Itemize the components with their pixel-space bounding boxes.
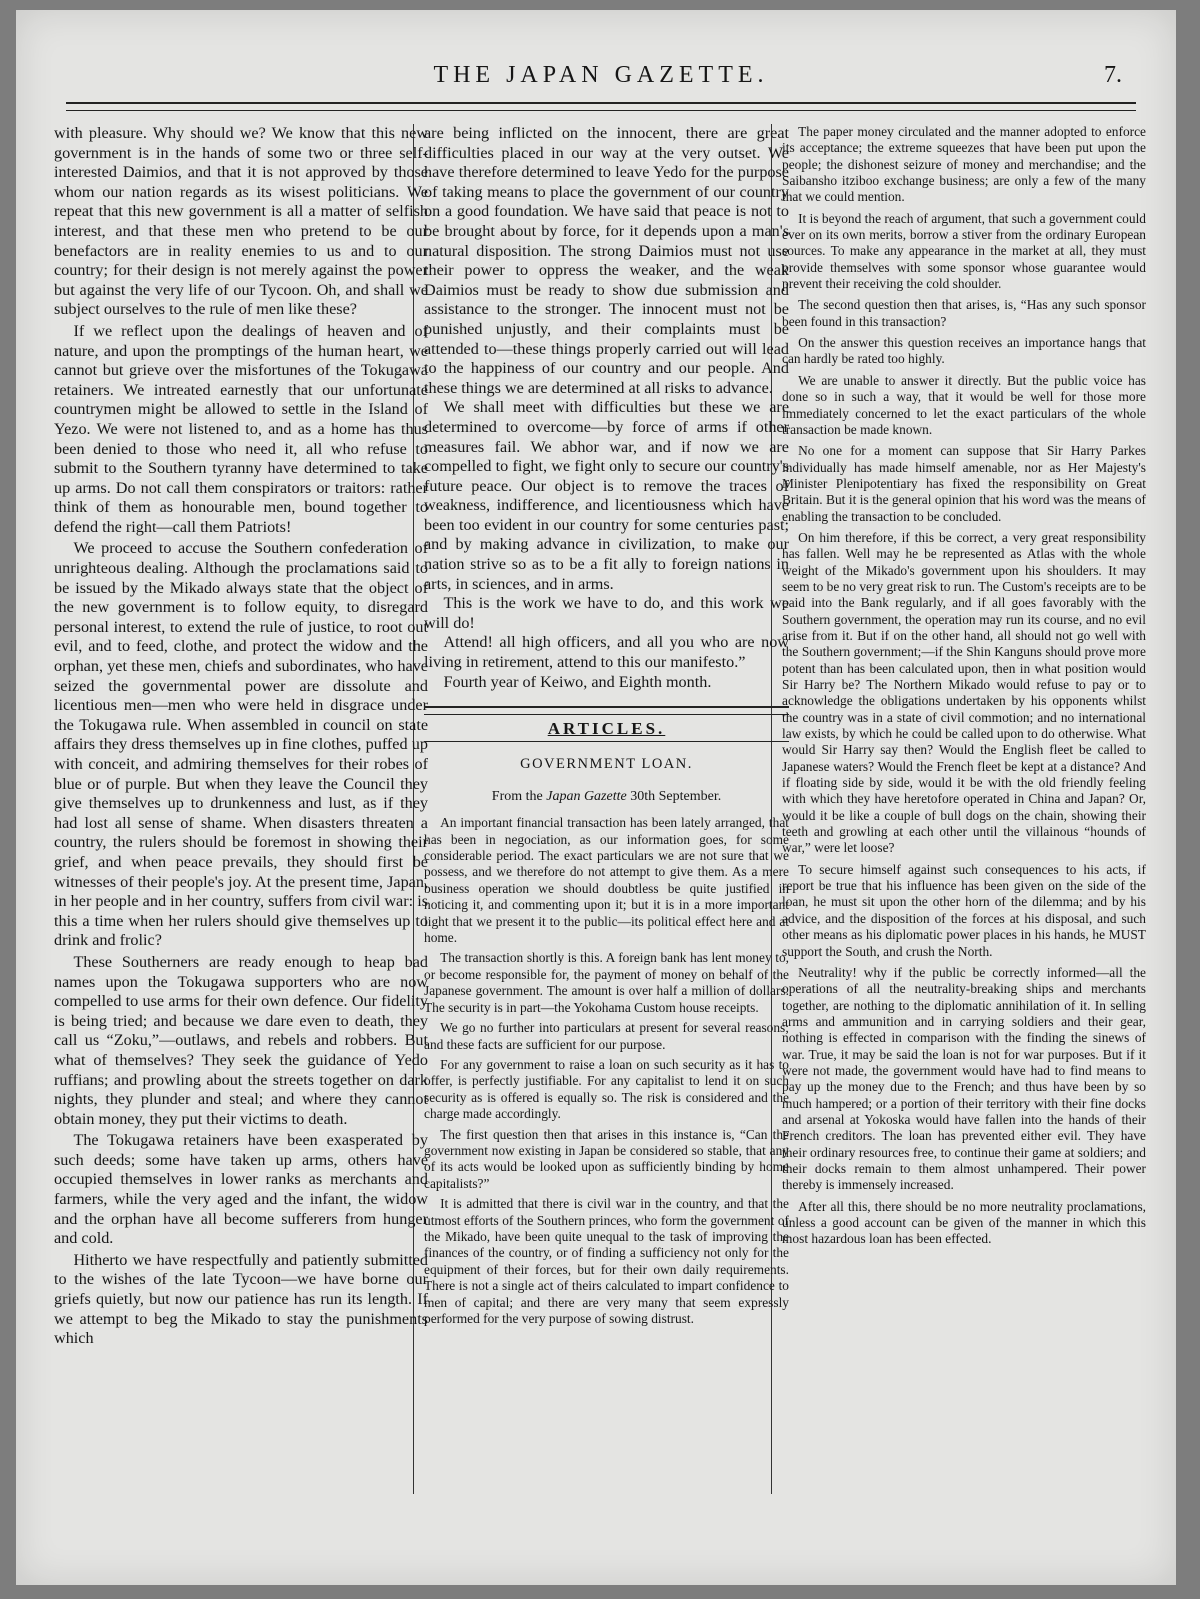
paragraph: The Tokugawa retainers have been exasperated by such deeds; some have taken up arms, others have occupied themselves in lower ranks as merchants and farmers, while the very aged and the infant, the widow and the orphan have all become sufferers from hunger and cold. — [54, 1131, 428, 1248]
dateline-prefix: From the — [491, 789, 547, 805]
paragraph: On the answer this question receives an importance hangs that can hardly be rated too highly. — [782, 335, 1146, 367]
paragraph: If we reflect upon the dealings of heaven and of nature, and upon the promptings of the human heart, we cannot but grieve over the misfortunes of the Tokugawa retainers. We intreated earnestly that our unfortunate countrymen might be allowed to settle in the Island of Yezo. We were not listened to, and as a home has thus been denied to those who need it, all who refuse to submit to the Southern tyranny have determined to take up arms. Do not call them conspirators or traitors: rather think of them as honourable men, bound together to defend the right—call them Patriots! — [54, 321, 428, 536]
paragraph: These Southerners are ready enough to heap bad names upon the Tokugawa supporters who are now compelled to use arms for their own defence. Our fidelity is being tried; and because we dare even to death, they call us “Zoku,”—outlaws, and rebels and robbers. But what of themselves? They seek the guidance of Yedo ruffians; and prowling about the streets together on dark nights, they plunder and steal; and where they cannot obtain money, they put their victims to death. — [54, 952, 428, 1128]
paragraph: For any government to raise a loan on such security as it has to offer, is perfectly justifiable. For any capitalist to lend it on such security as is offered is equally so. The risk is considered and the charge made accordingly. — [424, 1056, 789, 1122]
masthead — [66, 62, 1136, 102]
masthead-title: THE JAPAN GAZETTE. — [433, 62, 769, 88]
paragraph: An important financial transaction has been lately arranged, that has been in negociation, as our information goes, for some considerable period. The exact particulars we are not sure that we possess, and we therefore do not attempt to give them. As a mere business operation we should doubtless be quite justified in noticing it, and commenting upon it; but it is in a more important light that we present it to the public—its political effect here and at home. — [424, 815, 789, 946]
paragraph: Hitherto we have respectfully and patiently submitted to the wishes of the late Tycoon—we have borne our griefs quietly, but now our patience has run its length. If we attempt to beg the Mikado to stay the punishments which — [54, 1250, 428, 1348]
paragraph: We proceed to accuse the Southern confederation of unrighteous dealing. Although the proclamations said to be issued by the Mikado always state that the object of the new government is to follow equity, to disregard personal interest, to extend the rule of justice, to root out evil, and to feed, clothe, and protect the widow and the orphan, yet these men, chiefs and subordinates, who have seized the governmental power are dissolute and licentious men—men who were held in disgrace under the Tokugawa rule. When assembled in council on state affairs they dress themselves up in fine clothes, puffed up with conceit, and admiring themselves for their robes of blue or of purple. But when they leave the Council they give themselves up to drunkenness and lust, as if they had lost all sense of shame. When disasters threaten a country, the rulers should be foremost in showing their grief, and when peace prevails, they should first be witnesses of their people's joy. At the present time, Japan, in her people and in her country, suffers from civil war: is this a time when her rulers should give themselves up to drink and frolic? — [54, 539, 428, 950]
paragraph: We are unable to answer it directly. But the public voice has done so in such a way, that it would be well for those more immediately concerned to let the exact particulars of the whole transaction be made known. — [782, 372, 1146, 437]
dateline-paper: Japan Gazette — [546, 789, 627, 805]
paragraph: To secure himself against such consequences to his acts, if report be true that his influence has been given on the side of the loan, he must sit upon the other horn of the dilemma; and by his advice, and the disposition of the forces at his disposal, and such other means as his diplomatic power places in his hands, he MUST support the South, and crush the North. — [782, 861, 1146, 959]
column-3 — [782, 124, 1146, 1509]
paragraph: The transaction shortly is this. A foreign bank has lent money to, or become responsible for, the payment of money on behalf of the Japanese government. The amount is over half a million of dollars. The security is in part—the Yokohama Custom house receipts. — [424, 950, 789, 1015]
manifesto-continuation — [424, 124, 789, 692]
paragraph: are being inflicted on the innocent, there are great difficulties placed in our way at the very outset. We have therefore determined to leave Yedo for the purpose of taking means to place the government of our country on a good foundation. We have said that peace is not to be brought about by force, for it depends upon a man's natural disposition. The strong Daimios must not use their power to oppress the weaker, and the weak Daimios must be ready to show due submission and assistance to the stronger. The innocent must not be punished unjustly, and their complaints must be attended to—these things properly carried out will lead to the happiness of our country and our people. And these things we are determined at all risks to advance. — [424, 124, 789, 397]
paragraph: Neutrality! why if the public be correctly informed—all the operations of all the neutrality-breaking ships and merchants together, are nothing to the diplomatic annihilation of it. In selling arms and ammunition and in carrying soldiers and their gear, nothing is effected in comparison with the finding the sinews of war. True, it may be said the loan is not for war purposes. But if it were not made, the government would have had to find means to pay up the money due to the French; and thus have been by so much hampered; or a portion of their territory with their fine docks and arsenal at Yokoska would have fallen into the hands of their French creditors. The loan has prevented either evil. They have their ordinary resources free, to continue their game at soldiers; and their docks remain to them almost unhampered. Their power thereby is immensely increased. — [782, 964, 1146, 1193]
section-heading: ARTICLES. — [547, 719, 666, 739]
paragraph: with pleasure. Why should we? We know that this new government is in the hands of some two or three self-interested Daimios, and that it is not approved by those whom our nation regards as its wisest politicians. We repeat that this new government is all a matter of selfish interest, and that these men who pretend to be our benefactors are in reality enemies to us and to our country; for their design is not merely against the power but against the very life of our Tycoon. Oh, and shall we subject ourselves to the rule of men like these? — [54, 124, 428, 319]
paragraph: The first question then that arises in this instance is, “Can the government now existing in Japan be considered so stable, that any of its acts would be looked upon as sufficiently binding by home capitalists?” — [424, 1126, 789, 1191]
section-rule — [424, 741, 789, 742]
paragraph: We go no further into particulars at present for several reasons; and these facts are sufficient for our purpose. — [424, 1020, 789, 1052]
paragraph: The second question then that arises, is, “Has any such sponsor been found in this transaction? — [782, 297, 1146, 329]
article-body — [424, 815, 789, 1327]
paragraph: We shall meet with difficulties but these we are determined to overcome—by force of arms if other measures fail. We abhor war, and if now we are compelled to fight, we fight only to secure our country's future peace. Our object is to remove the traces of weakness, indifference, and licentiousness which have been too evident in our country for some centuries past; and by making advance in civilization, to make our nation strive so as to be a fit ally to foreign nations in arts, in sciences, and in arms. — [424, 398, 789, 593]
column-2 — [424, 124, 789, 1509]
paragraph: The paper money circulated and the manner adopted to enforce its acceptance; the extreme squeezes that have been put upon the people; the dishonest seizure of money and merchandise; and the Saibansho itziboo exchange business; are only a few of the many that we could mention. — [782, 124, 1146, 205]
article-title: GOVERNMENT LOAN. — [520, 756, 693, 773]
paragraph: No one for a moment can suppose that Sir Harry Parkes individually has made himself amenable, nor as Her Majesty's Minister Plenipotentiary has fixed the responsibility on Great Britain. But it is the general opinion that his word was the means of enabling the transaction to be concluded. — [782, 443, 1146, 524]
masthead-rule — [66, 102, 1136, 111]
page-number: 7. — [1104, 62, 1122, 88]
paragraph: Attend! all high officers, and all you who are now living in retirement, attend to this our manifesto.” — [424, 633, 789, 672]
dateline-date: 30th September. — [626, 789, 722, 805]
paragraph: This is the work we have to do, and this work we will do! — [424, 594, 789, 632]
manifesto-signoff: Fourth year of Keiwo, and Eighth month. — [443, 672, 712, 691]
paragraph: It is beyond the reach of argument, that such a government could ever on its own merits, borrow a stiver from the ordinary European sources. To make any appearance in the market at all, they must provide themselves with some sponsor whose guarantee would prevent their receiving the cold shoulder. — [782, 210, 1146, 292]
column-1 — [54, 124, 428, 1509]
newspaper-page — [16, 10, 1176, 1585]
paragraph: On him therefore, if this be correct, a very great responsibility has fallen. Well may he be represented as Atlas with the whole weight of the Mikado's government upon his shoulders. It may seem to be no very great risk to run. The Custom's receipts are to be paid into the Bank regularly, and if all goes favorably with the Southern government, the operation may run its course, and no evil arise from it. But if on the other hand, all should not go well with the Southern government;—if the Shin Kanguns should prove more potent than has been calculated upon, then in what position would Sir Harry be? The Northern Mikado would refuse to pay or to acknowledge the obligations undertaken by his opponents whilst the country was in a state of civil commotion; and no international law exists, by which he could be called upon to do otherwise. What would Sir Harry say then? Would the English fleet be called to Japanese waters? Would the French fleet be kept at a distance? And if floating side by side, would it be with the old friendly feeling with which they have heretofore operated in China and Japan? Or, would it be like a couple of bull dogs on the chain, showing their teeth and growling at each other until the villainous “hounds of war,” were let loose? — [782, 529, 1146, 856]
section-rule — [424, 706, 789, 715]
paragraph: After all this, there should be no more neutrality proclamations, unless a good account can be given of the manner in which this most hazardous loan has been effected. — [782, 1198, 1146, 1247]
paragraph: It is admitted that there is civil war in the country, and that the utmost efforts of the Southern princes, who form the government of the Mikado, have been quite unequal to the task of improving the finances of the country, or of finding a sufficiency not only for the equipment of their forces, but for their own daily requirements. There is not a single act of theirs calculated to impart confidence to men of capital; and there are very many that seem expressly performed for the very purpose of sowing distrust. — [424, 1196, 789, 1326]
article-dateline — [424, 789, 789, 805]
